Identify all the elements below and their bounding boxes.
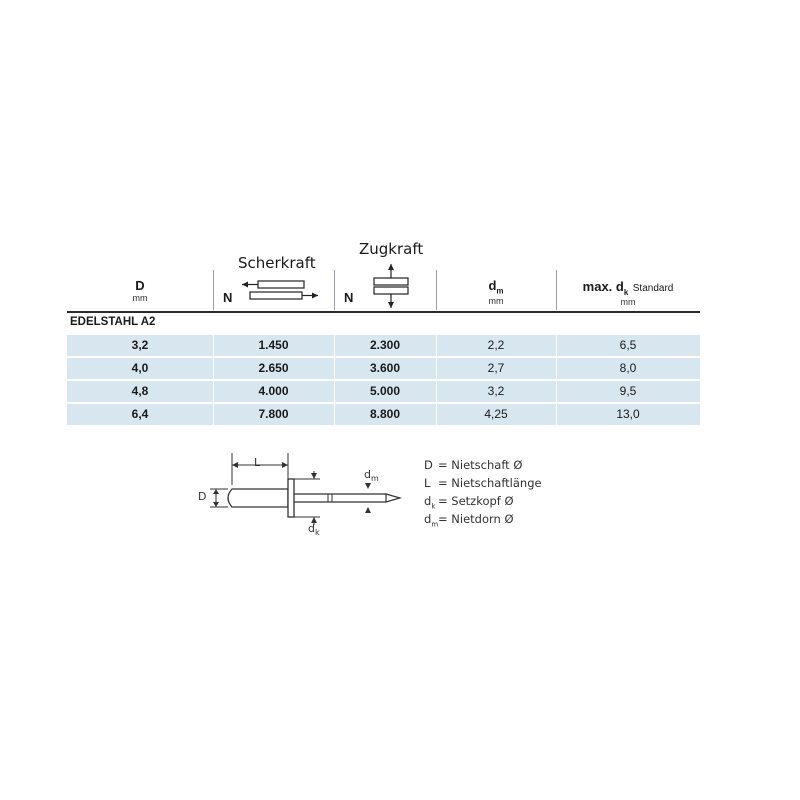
header-d-label: D xyxy=(135,278,145,293)
cell-dm: 2,2 xyxy=(487,338,505,352)
cell-dm: 3,2 xyxy=(487,384,505,398)
cell-dk: 13,0 xyxy=(616,407,640,421)
header-divider xyxy=(556,270,557,310)
legend-item: $d_k$ = Setzkopf Ø xyxy=(424,494,514,511)
header-dk-sub: k xyxy=(623,288,629,298)
cell-zugkraft: 5.000 xyxy=(369,384,401,398)
cell-dm: 2,7 xyxy=(487,361,505,375)
legend-item: L = Nietschaftlänge xyxy=(424,476,542,490)
header-dk-suffix: Standard xyxy=(632,283,674,294)
legend-item: $d_m=$ Nietdorn Ø xyxy=(424,512,514,529)
cell-zugkraft: 8.800 xyxy=(369,407,401,421)
diagram-label-dm: $d_m$ xyxy=(364,468,379,484)
header-dm-label: d xyxy=(488,278,497,293)
diagram-label-d: D xyxy=(198,490,207,503)
header-divider xyxy=(436,270,437,310)
header-dm-unit: mm xyxy=(488,295,504,306)
header-rule xyxy=(67,311,700,313)
tensile-force-icon xyxy=(368,264,414,308)
header-dm-sub: m xyxy=(496,286,504,296)
column-divider xyxy=(556,335,557,425)
cell-zugkraft: 2.300 xyxy=(369,338,401,352)
cell-dk: 9,5 xyxy=(619,384,637,398)
column-divider xyxy=(436,335,437,425)
cell-d: 4,0 xyxy=(131,361,149,375)
cell-scherkraft: 2.650 xyxy=(258,361,289,375)
header-d-unit: mm xyxy=(132,293,148,303)
table-row xyxy=(67,381,700,402)
column-divider xyxy=(213,335,214,425)
cell-scherkraft: 7.800 xyxy=(258,407,289,421)
header-zugkraft-title: Zugkraft xyxy=(359,240,424,258)
cell-d: 6,4 xyxy=(131,407,149,421)
rivet-drawing xyxy=(190,445,420,545)
cell-d: 3,2 xyxy=(131,338,149,352)
cell-d: 4,8 xyxy=(131,384,149,398)
cell-dk: 8,0 xyxy=(619,361,637,375)
diagram-label-l: L xyxy=(254,456,261,469)
cell-scherkraft: 1.450 xyxy=(258,338,289,352)
shear-force-icon xyxy=(240,278,320,304)
cell-dm: 4,25 xyxy=(484,407,508,421)
table-row xyxy=(67,335,700,356)
header-divider xyxy=(213,270,214,310)
cell-scherkraft: 4.000 xyxy=(258,384,289,398)
header-dk-unit: mm xyxy=(620,297,636,308)
column-divider xyxy=(334,335,335,425)
table-row xyxy=(67,358,700,379)
cell-zugkraft: 3.600 xyxy=(369,361,401,375)
header-dk xyxy=(556,240,700,310)
material-label: EDELSTAHL A2 xyxy=(70,316,156,328)
legend-item: D = Nietschaft Ø xyxy=(424,458,523,472)
header-dm xyxy=(436,240,556,310)
header-dk-label: max. d xyxy=(582,279,624,294)
header-scherkraft-title: Scherkraft xyxy=(238,254,316,272)
table-row xyxy=(67,404,700,425)
header-zugkraft-unit: N xyxy=(344,290,354,305)
diagram-label-dk: $d_k$ xyxy=(308,522,320,538)
header-scherkraft-unit: N xyxy=(223,290,233,305)
header-divider xyxy=(334,270,335,310)
header-d xyxy=(67,240,213,310)
cell-dk: 6,5 xyxy=(619,338,637,352)
